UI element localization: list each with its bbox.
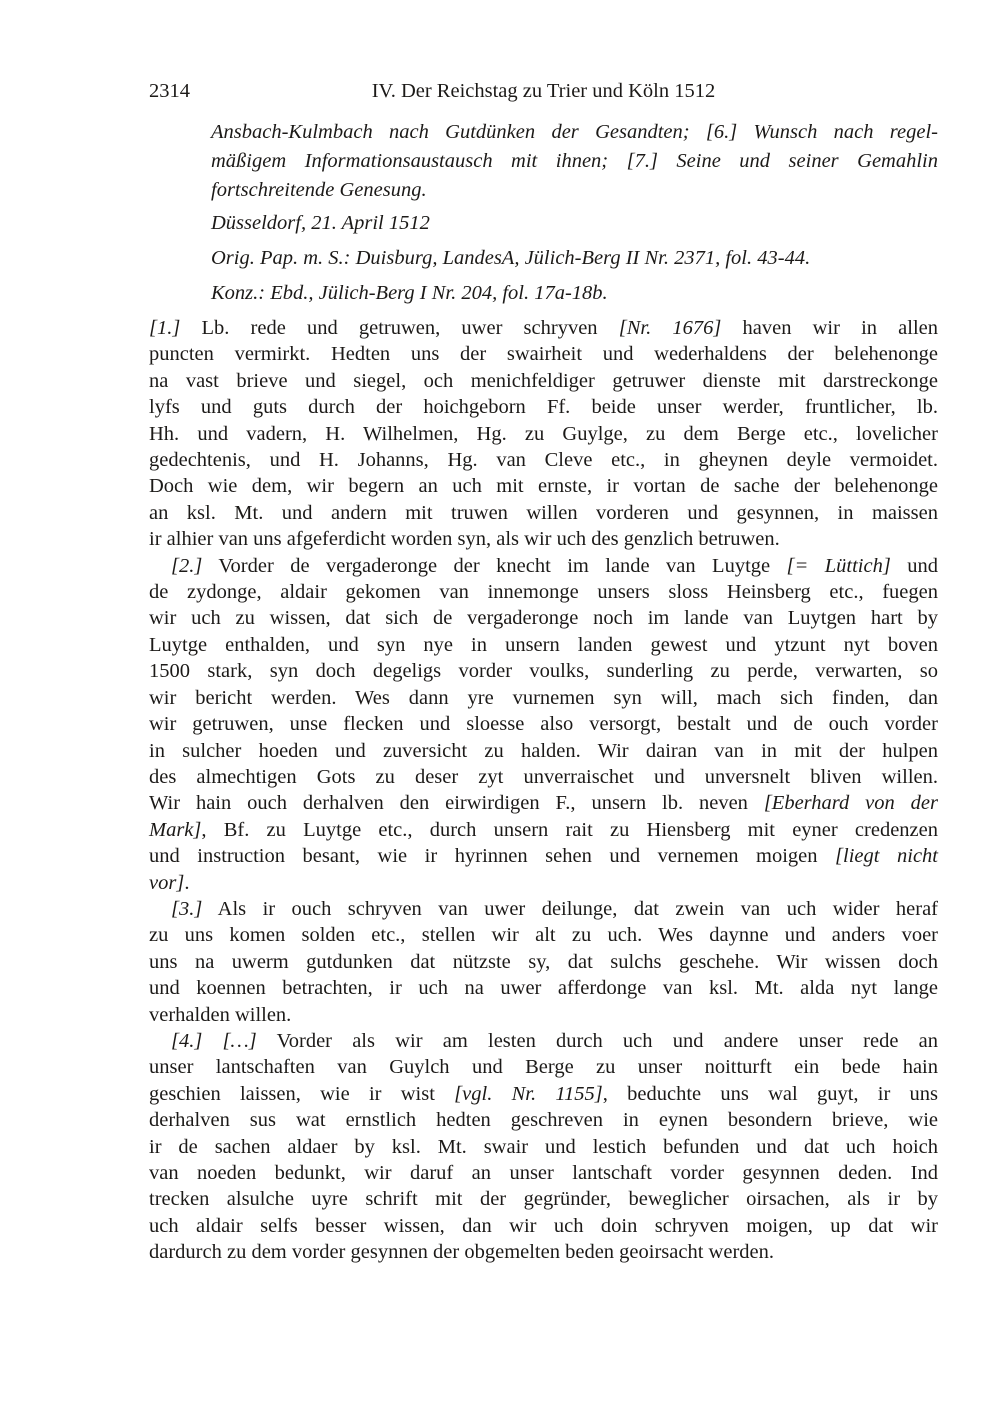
body-line — [149, 500, 938, 526]
body-line — [149, 1213, 938, 1239]
body-line — [149, 1081, 938, 1107]
text-block — [149, 78, 938, 1266]
text-segment: na vast brieve und siegel, och menichfeldiger getruwer dienste mit darstreckonge — [149, 369, 938, 392]
text-segment: trecken alsulche uyre schrift mit der gegründer, beweglicher oirsachen, als ir by — [149, 1188, 938, 1211]
body-line — [149, 473, 938, 499]
body-line — [149, 658, 938, 684]
text-segment: Lb. rede und getruwen, uwer schryven — [180, 317, 619, 339]
text-segment: Hh. und vadern, H. Wilhelmen, Hg. zu Guylge, zu dem Berge etc., lovelicher — [149, 422, 938, 445]
paragraph — [149, 896, 938, 1028]
body-line — [149, 817, 938, 843]
text-segment: Vorder de vergaderonge der knecht im lande van Luytge — [202, 554, 787, 577]
text-segment: puncten vermirkt. Hedten uns der swairheit und wederhaldens der belehenonge — [149, 343, 938, 366]
body-line — [149, 975, 938, 1001]
editorial-italic-segment: Mark] — [149, 818, 202, 841]
text-segment: Doch wie dem, wir begern an uch mit ernste, ir vortan de sache der belehenonge — [149, 475, 938, 498]
body-line — [149, 1134, 938, 1160]
text-segment: und instruction besant, wie ir hyrinnen sehen und vernemen moigen — [149, 845, 836, 868]
text-segment: haven wir in allen — [721, 317, 939, 339]
body-line — [149, 870, 938, 896]
body-line — [149, 1160, 938, 1186]
body-line — [149, 1054, 938, 1080]
body-line — [149, 632, 938, 658]
letter-body — [149, 315, 938, 1266]
body-line — [149, 394, 938, 420]
body-line — [149, 764, 938, 790]
paragraph — [149, 315, 938, 553]
running-head: IV. Der Reichstag zu Trier und Köln 1512 — [371, 80, 716, 102]
body-line — [149, 738, 938, 764]
body-line — [149, 605, 938, 631]
paragraph — [149, 1028, 938, 1266]
editorial-italic-segment: [Nr. 1676] — [618, 317, 722, 339]
body-line — [149, 896, 938, 922]
paragraph — [149, 553, 938, 896]
text-segment: van noeden bedunkt, wir daruf an unser lantschaft vorder gesynnen deden. Ind — [149, 1162, 938, 1184]
text-segment: uns na uwerm gutdunken dat nützste sy, dat sulchs geschehe. Wir wissen doch — [149, 950, 938, 973]
body-line — [149, 1186, 938, 1212]
body-line — [149, 711, 938, 737]
text-segment: Luytge enthalden, und syn nye in unsern landen gewest und ytzunt nyt boven — [149, 633, 938, 656]
editorial-italic-segment: [1.] — [149, 317, 181, 339]
text-segment: wir getruwen, unse flecken und sloesse also versorgt, bestalt und de ouch vorder — [149, 713, 938, 736]
body-line — [149, 341, 938, 367]
body-line — [149, 553, 938, 579]
text-segment: des almechtigen Gots zu deser zyt unverraischet und unversnelt bliven willen. — [149, 765, 938, 788]
editorial-italic-segment: [liegt nicht — [835, 845, 938, 868]
body-line — [149, 421, 938, 447]
body-line — [149, 526, 938, 552]
summary-line: fortschreitende Genesung. — [211, 179, 427, 201]
page-number: 2314 — [149, 80, 190, 102]
editorial-italic-segment: vor] — [149, 871, 185, 894]
text-segment: und koennen betrachten, ir uch na uwer afferdonge van ksl. Mt. alda nyt lange — [149, 977, 938, 1000]
body-line — [149, 790, 938, 816]
editorial-italic-segment: [3.] — [171, 897, 203, 920]
text-segment: , Bf. zu Luytge etc., durch unsern rait zu Hiensberg mit eyner credenzen — [201, 818, 938, 841]
dateline: Düsseldorf, 21. April 1512 — [211, 212, 430, 234]
text-segment: geschien laissen, wie ir wist — [149, 1082, 455, 1105]
editorial-italic-segment: [= Lüttich] — [786, 554, 891, 577]
text-segment: derhalven sus wat ernstlich hedten geschreven in eynen besondern brieve, wie — [149, 1109, 938, 1132]
body-line — [149, 1239, 938, 1265]
summary-block — [211, 118, 938, 205]
text-segment: unser lantschaften van Guylch und Berge zu unser noitturft ein bede hain — [149, 1056, 938, 1079]
summary-line: mäßigem Informationsaustausch mit ihnen; [7.] Seine und seiner Gemahlin — [211, 150, 938, 172]
editorial-italic-segment: [vgl. Nr. 1155] — [454, 1082, 603, 1105]
text-segment: uch aldair selfs besser wissen, dan wir uch doin schryven moigen, up dat wir — [149, 1214, 938, 1237]
body-line — [149, 685, 938, 711]
body-line — [149, 368, 938, 394]
editorial-italic-segment: [Eberhard von der — [763, 792, 938, 815]
body-line — [149, 843, 938, 869]
text-segment: dardurch zu dem vorder gesynnen der obgemelten beden geoirsacht werden. — [149, 1241, 774, 1264]
text-segment: gedechtenis, und H. Johanns, Hg. van Cleve etc., in gheynen deyle vermoidet. — [149, 449, 938, 472]
text-segment: . — [184, 871, 190, 894]
editorial-italic-segment: [4.] […] — [171, 1029, 257, 1052]
text-segment: zu uns komen solden etc., stellen wir alt zu uch. Wes daynne und anders voer — [149, 924, 938, 947]
text-segment: und — [890, 554, 939, 577]
text-segment: ir alhier van uns afgeferdicht worden syn, als wir uch des genzlich betruwen. — [149, 528, 780, 551]
text-segment: wir uch zu wissen, dat sich de vergaderonge noch im lande van Luytgen hart by — [149, 607, 938, 630]
body-line — [149, 1028, 938, 1054]
body-line — [149, 949, 938, 975]
text-segment: 1500 stark, syn doch degeligs vorder voulks, sunderling zu perde, verwarten, so — [149, 660, 938, 683]
text-segment: , beduchte uns wal guyt, ir uns — [602, 1082, 939, 1105]
page-header — [149, 78, 938, 104]
body-line — [149, 1107, 938, 1133]
summary-line: Ansbach-Kulmbach nach Gutdünken der Gesandten; [6.] Wunsch nach regel- — [211, 121, 938, 143]
body-line — [149, 1002, 938, 1028]
body-line — [149, 579, 938, 605]
text-segment: an ksl. Mt. und andern mit truwen willen vorderen und gesynnen, in maissen — [149, 501, 938, 524]
text-segment: Als ir ouch schryven van uwer deilunge, dat zwein van uch wider heraf — [202, 897, 938, 920]
provenance-orig: Orig. Pap. m. S.: Duisburg, LandesA, Jülich-Berg II Nr. 2371, fol. 43-44. — [211, 247, 811, 269]
body-line — [149, 447, 938, 473]
body-line — [149, 315, 938, 341]
editorial-italic-segment: [2.] — [171, 554, 203, 577]
text-segment: Wir hain ouch derhalven den eirwirdigen F., unsern lb. neven — [149, 792, 764, 815]
body-line — [149, 922, 938, 948]
text-segment: Vorder als wir am lesten durch uch und andere unser rede an — [256, 1029, 938, 1052]
text-segment: verhalden willen. — [149, 1003, 292, 1026]
provenance-konz: Konz.: Ebd., Jülich-Berg I Nr. 204, fol. 17a-18b. — [211, 282, 608, 304]
text-segment: wir bericht werden. Wes dann yre vurnemen syn will, mach sich finden, dan — [149, 686, 938, 709]
text-segment: ir de sachen aldaer by ksl. Mt. swair und lestich befunden und dat uch hoich — [149, 1135, 938, 1158]
text-segment: de zydonge, aldair gekomen van innemonge unsers sloss Heinsberg etc., fuegen — [149, 581, 938, 604]
text-segment: lyfs und guts durch der hoichgeborn Ff. beide unser werder, fruntlicher, lb. — [149, 396, 938, 419]
text-segment: in sulcher hoeden und zuversicht zu halden. Wir dairan van in mit der hulpen — [149, 739, 938, 762]
